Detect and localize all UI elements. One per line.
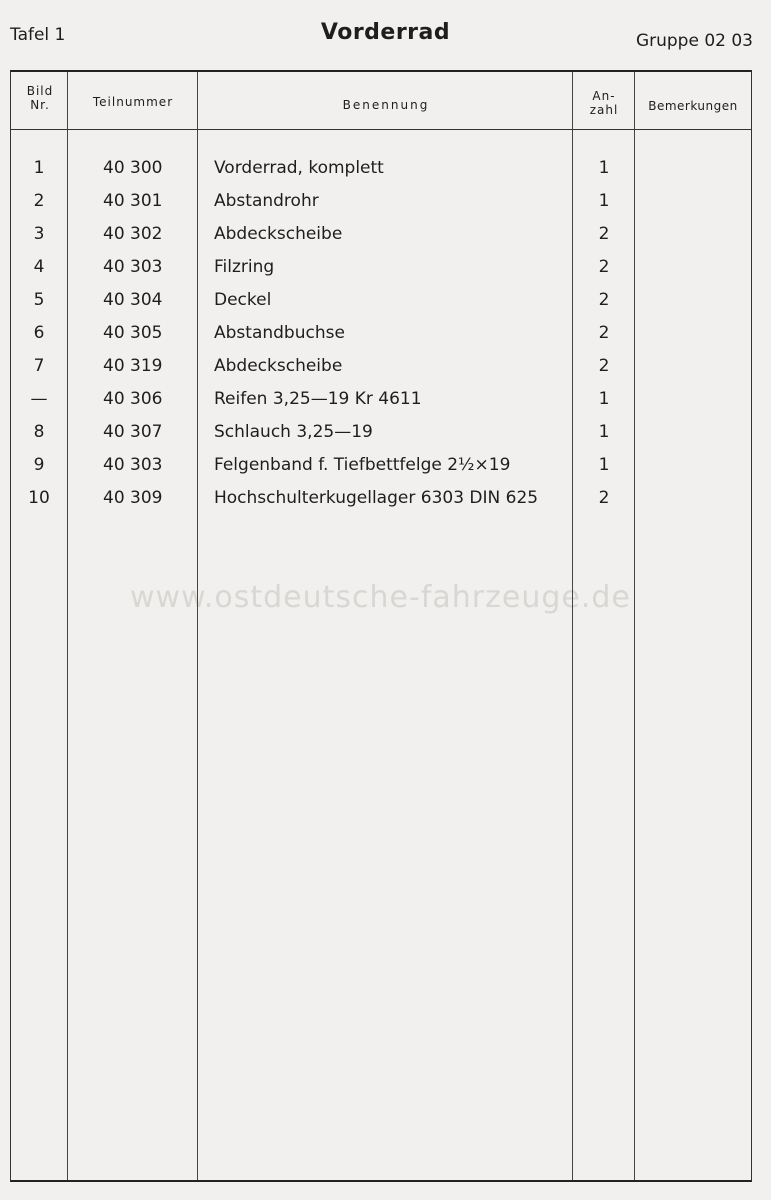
table-row [11, 488, 751, 521]
table-row [11, 257, 751, 290]
row-teilnummer: 40 307 [103, 422, 163, 442]
row-bild: — [30, 389, 48, 409]
row-benennung: Abdeckscheibe [214, 356, 343, 376]
row-bild: 2 [33, 191, 45, 211]
row-teilnummer: 40 306 [103, 389, 163, 409]
row-anzahl: 2 [598, 356, 610, 376]
table-row [11, 290, 751, 323]
row-anzahl: 2 [598, 257, 610, 277]
row-anzahl: 1 [598, 158, 610, 178]
row-benennung: Filzring [214, 257, 275, 277]
row-benennung: Abstandrohr [214, 191, 319, 211]
row-anzahl: 1 [598, 422, 610, 442]
row-bild: 7 [33, 356, 45, 376]
table-row [11, 191, 751, 224]
table-row [11, 422, 751, 455]
table-row [11, 158, 751, 191]
watermark: www.ostdeutsche-fahrzeuge.de [130, 580, 631, 615]
row-anzahl: 2 [598, 323, 610, 343]
row-anzahl: 1 [598, 389, 610, 409]
row-teilnummer: 40 300 [103, 158, 163, 178]
page-title: Vorderrad [320, 20, 451, 45]
row-teilnummer: 40 304 [103, 290, 163, 310]
row-teilnummer: 40 319 [103, 356, 163, 376]
header-bild: Bild Nr. [26, 84, 54, 112]
table-row [11, 455, 751, 488]
group-number: Gruppe 02 03 [635, 31, 753, 51]
row-bild: 8 [33, 422, 45, 442]
row-benennung: Schlauch 3,25—19 [214, 422, 373, 442]
row-anzahl: 1 [598, 455, 610, 475]
row-anzahl: 1 [598, 191, 610, 211]
table-row [11, 356, 751, 389]
header-anzahl: An- zahl [589, 89, 619, 117]
plate-number: Tafel 1 [10, 25, 66, 45]
row-bild: 6 [33, 323, 45, 343]
header-benennung: Benennung [342, 98, 430, 112]
row-bild: 9 [33, 455, 45, 475]
row-benennung: Hochschulterkugellager 6303 DIN 625 [214, 488, 539, 508]
row-bild: 3 [33, 224, 45, 244]
header-bemerkungen: Bemerkungen [648, 99, 738, 113]
header-teilnummer: Teilnummer [92, 95, 174, 109]
row-teilnummer: 40 305 [103, 323, 163, 343]
row-teilnummer: 40 309 [103, 488, 163, 508]
row-anzahl: 2 [598, 224, 610, 244]
row-benennung: Felgenband f. Tiefbettfelge 2½×19 [214, 455, 511, 475]
row-anzahl: 2 [598, 488, 610, 508]
row-bild: 5 [33, 290, 45, 310]
row-teilnummer: 40 303 [103, 257, 163, 277]
row-teilnummer: 40 301 [103, 191, 163, 211]
row-anzahl: 2 [598, 290, 610, 310]
parts-table [10, 70, 752, 1182]
header-divider [11, 129, 751, 130]
table-row [11, 323, 751, 356]
row-bild: 1 [33, 158, 45, 178]
row-benennung: Abdeckscheibe [214, 224, 343, 244]
row-benennung: Vorderrad, komplett [214, 158, 384, 178]
row-benennung: Abstandbuchse [214, 323, 345, 343]
row-bild: 4 [33, 257, 45, 277]
row-teilnummer: 40 303 [103, 455, 163, 475]
row-benennung: Deckel [214, 290, 272, 310]
row-bild: 10 [28, 488, 50, 508]
row-benennung: Reifen 3,25—19 Kr 4611 [214, 389, 422, 409]
table-row [11, 389, 751, 422]
table-row [11, 224, 751, 257]
row-teilnummer: 40 302 [103, 224, 163, 244]
